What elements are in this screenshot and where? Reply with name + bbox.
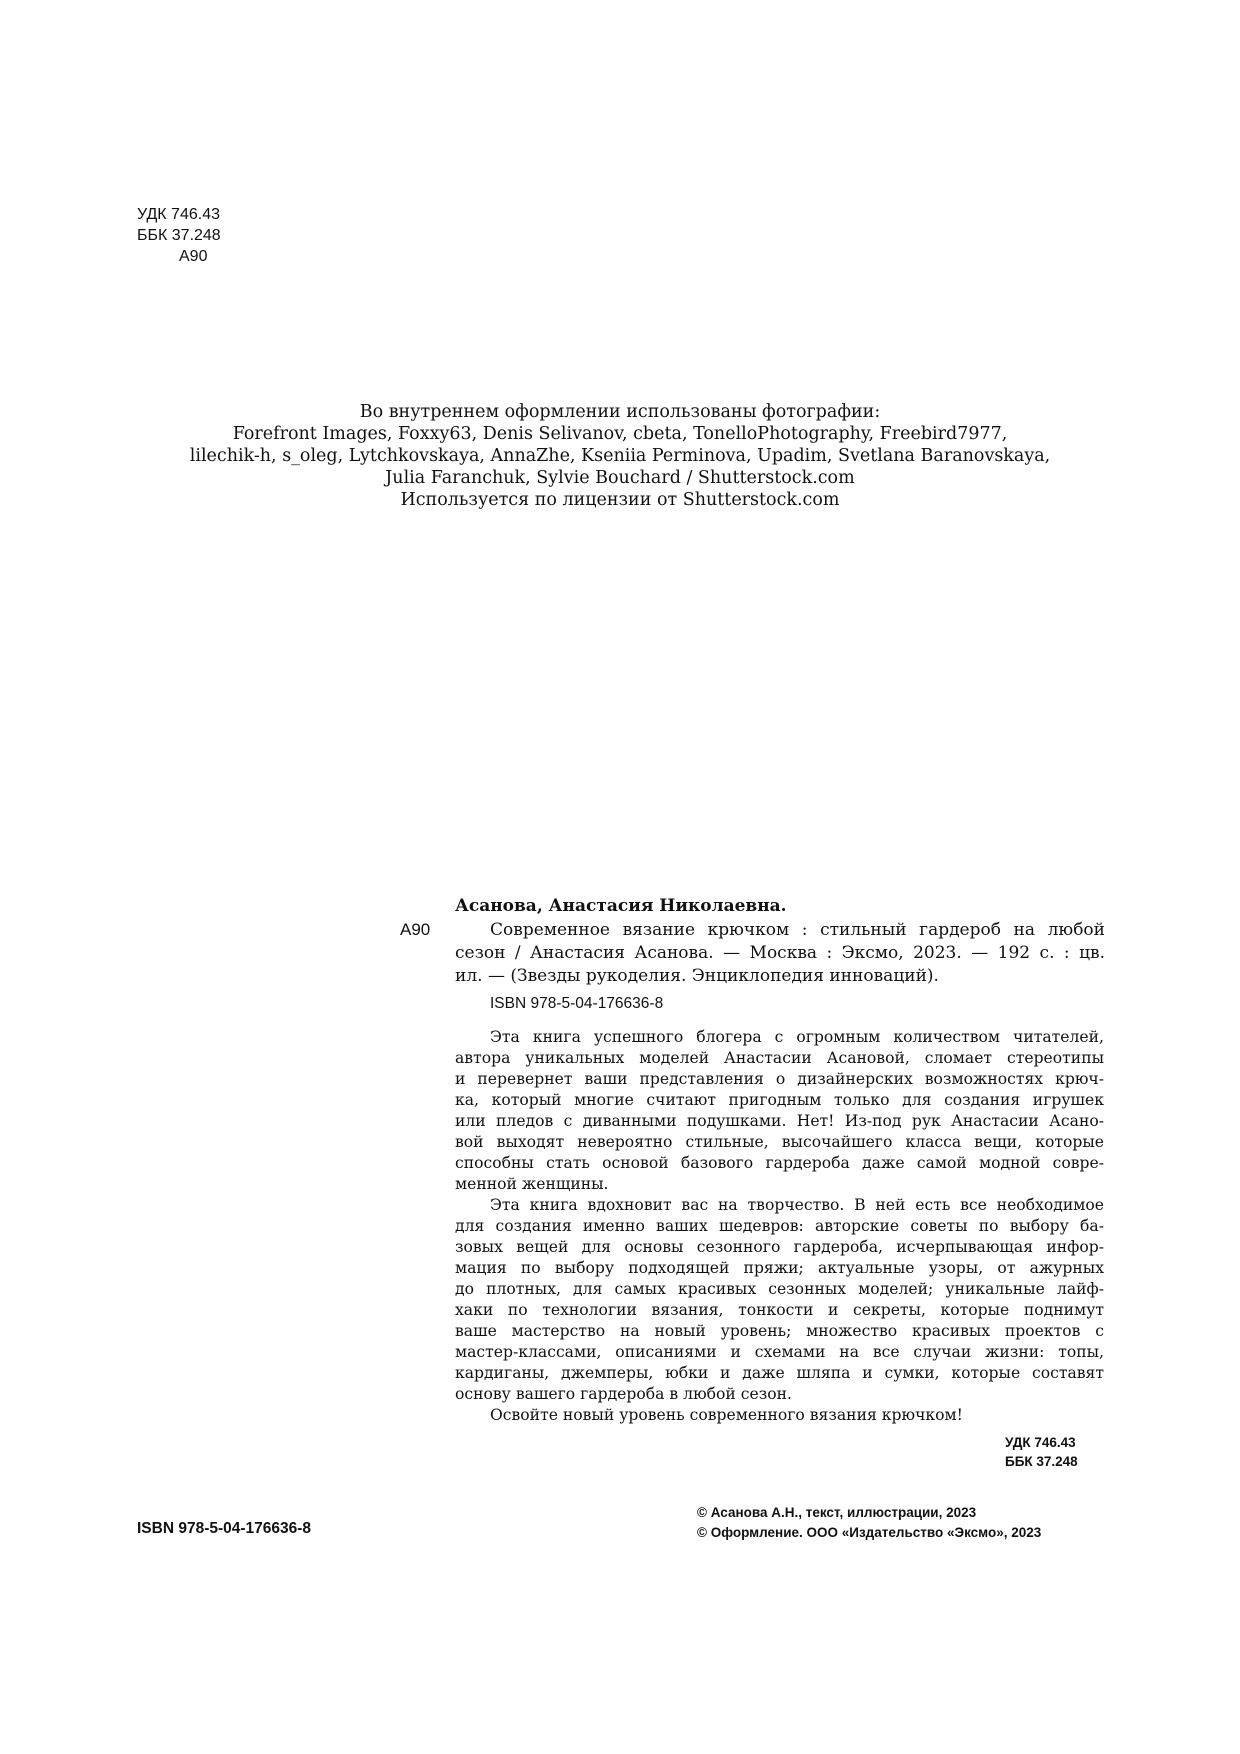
footer-classification (1005, 1433, 1078, 1471)
catalog-isbn: ISBN 978-5-04-176636-8 (490, 995, 664, 1012)
credits-line: Во внутреннем оформлении использованы фотографии: (359, 402, 881, 422)
annotation-line: вой выходят невероятно стильные, высочайшего класса вещи, которые (455, 1133, 1104, 1151)
annotation-line: для создания именно ваших шедевров: авторские советы по выбору ба- (455, 1217, 1104, 1235)
bbk-code: ББК 37.248 (137, 227, 221, 244)
catalog-line: ил. — (Звезды рукоделия. Энциклопедия инноваций). (455, 966, 939, 986)
copyright-line: © Оформление. ООО «Издательство «Эксмо», 2023 (697, 1525, 1042, 1540)
annotation-line: автора уникальных моделей Анастасии Асановой, сломает стереотипы (455, 1049, 1104, 1067)
copyright-line: © Асанова А.Н., текст, иллюстрации, 2023 (697, 1505, 977, 1520)
annotation-line: Эта книга вдохновит вас на творчество. В ней есть все необходимое (490, 1196, 1104, 1214)
footer-isbn: ISBN 978-5-04-176636-8 (137, 1520, 312, 1537)
annotation-line: и перевернет ваши представления о дизайнерских возможностях крюч- (455, 1070, 1104, 1088)
annotation-line: менной женщины. (455, 1175, 609, 1193)
footer-bbk: ББК 37.248 (1005, 1454, 1078, 1469)
credits-line: lilechik-h, s_oleg, Lytchkovskaya, AnnaZhe, Kseniia Perminova, Upadim, Svetlana Baranovskaya, (189, 446, 1051, 466)
photo-credits (150, 401, 1090, 511)
annotation-line: ваше мастерство на новый уровень; множество красивых проектов с (455, 1322, 1104, 1340)
author-sign: А90 (179, 248, 208, 265)
annotation-line: основу вашего гардероба в любой сезон. (455, 1385, 792, 1403)
annotation-line: хаки по технологии вязания, тонкости и секреты, которые поднимут (455, 1301, 1104, 1319)
catalog-description (455, 919, 1105, 988)
annotation-line: способны стать основой базового гардероба даже самой модной совре- (455, 1154, 1104, 1172)
credits-line: Используется по лицензии от Shutterstock.com (400, 490, 840, 510)
annotation (455, 1027, 1104, 1426)
annotation-line: мация по выбору подходящей пряжи; актуальные узоры, от ажурных (455, 1259, 1104, 1277)
footer-udk: УДК 746.43 (1005, 1435, 1076, 1450)
annotation-line: Эта книга успешного блогера с огромным количеством читателей, (490, 1028, 1104, 1046)
annotation-line: мастер-классами, описаниями и схемами на все случаи жизни: топы, (455, 1343, 1104, 1361)
udk-code: УДК 746.43 (137, 206, 220, 223)
annotation-line: до плотных, для самых красивых сезонных моделей; уникальные лайф- (455, 1280, 1104, 1298)
annotation-line: зовых вещей для основы сезонного гардероба, исчерпывающая инфор- (455, 1238, 1104, 1256)
annotation-line: Освойте новый уровень современного вязания крючком! (490, 1406, 963, 1424)
annotation-line: кардиганы, джемперы, юбки и даже шляпа и сумки, которые составят (455, 1364, 1104, 1382)
catalog-line: сезон / Анастасия Асанова. — Москва : Эксмо, 2023. — 192 с. : цв. (455, 943, 1105, 963)
annotation-line: или пледов с диванными подушками. Нет! Из-под рук Анастасии Асано- (455, 1112, 1104, 1130)
classification-block (137, 204, 221, 267)
catalog-author-sign: А90 (400, 920, 431, 939)
annotation-line: ка, который многие считают пригодным только для создания игрушек (455, 1091, 1104, 1109)
copyright-block (697, 1503, 1041, 1543)
credits-line: Julia Faranchuk, Sylvie Bouchard / Shutterstock.com (385, 468, 855, 488)
credits-line: Forefront Images, Foxxy63, Denis Selivanov, cbeta, TonelloPhotography, Freebird7977, (232, 424, 1008, 444)
catalog-author: Асанова, Анастасия Николаевна. (455, 896, 787, 916)
catalog-line: Современное вязание крючком : стильный гардероб на любой (490, 920, 1105, 940)
